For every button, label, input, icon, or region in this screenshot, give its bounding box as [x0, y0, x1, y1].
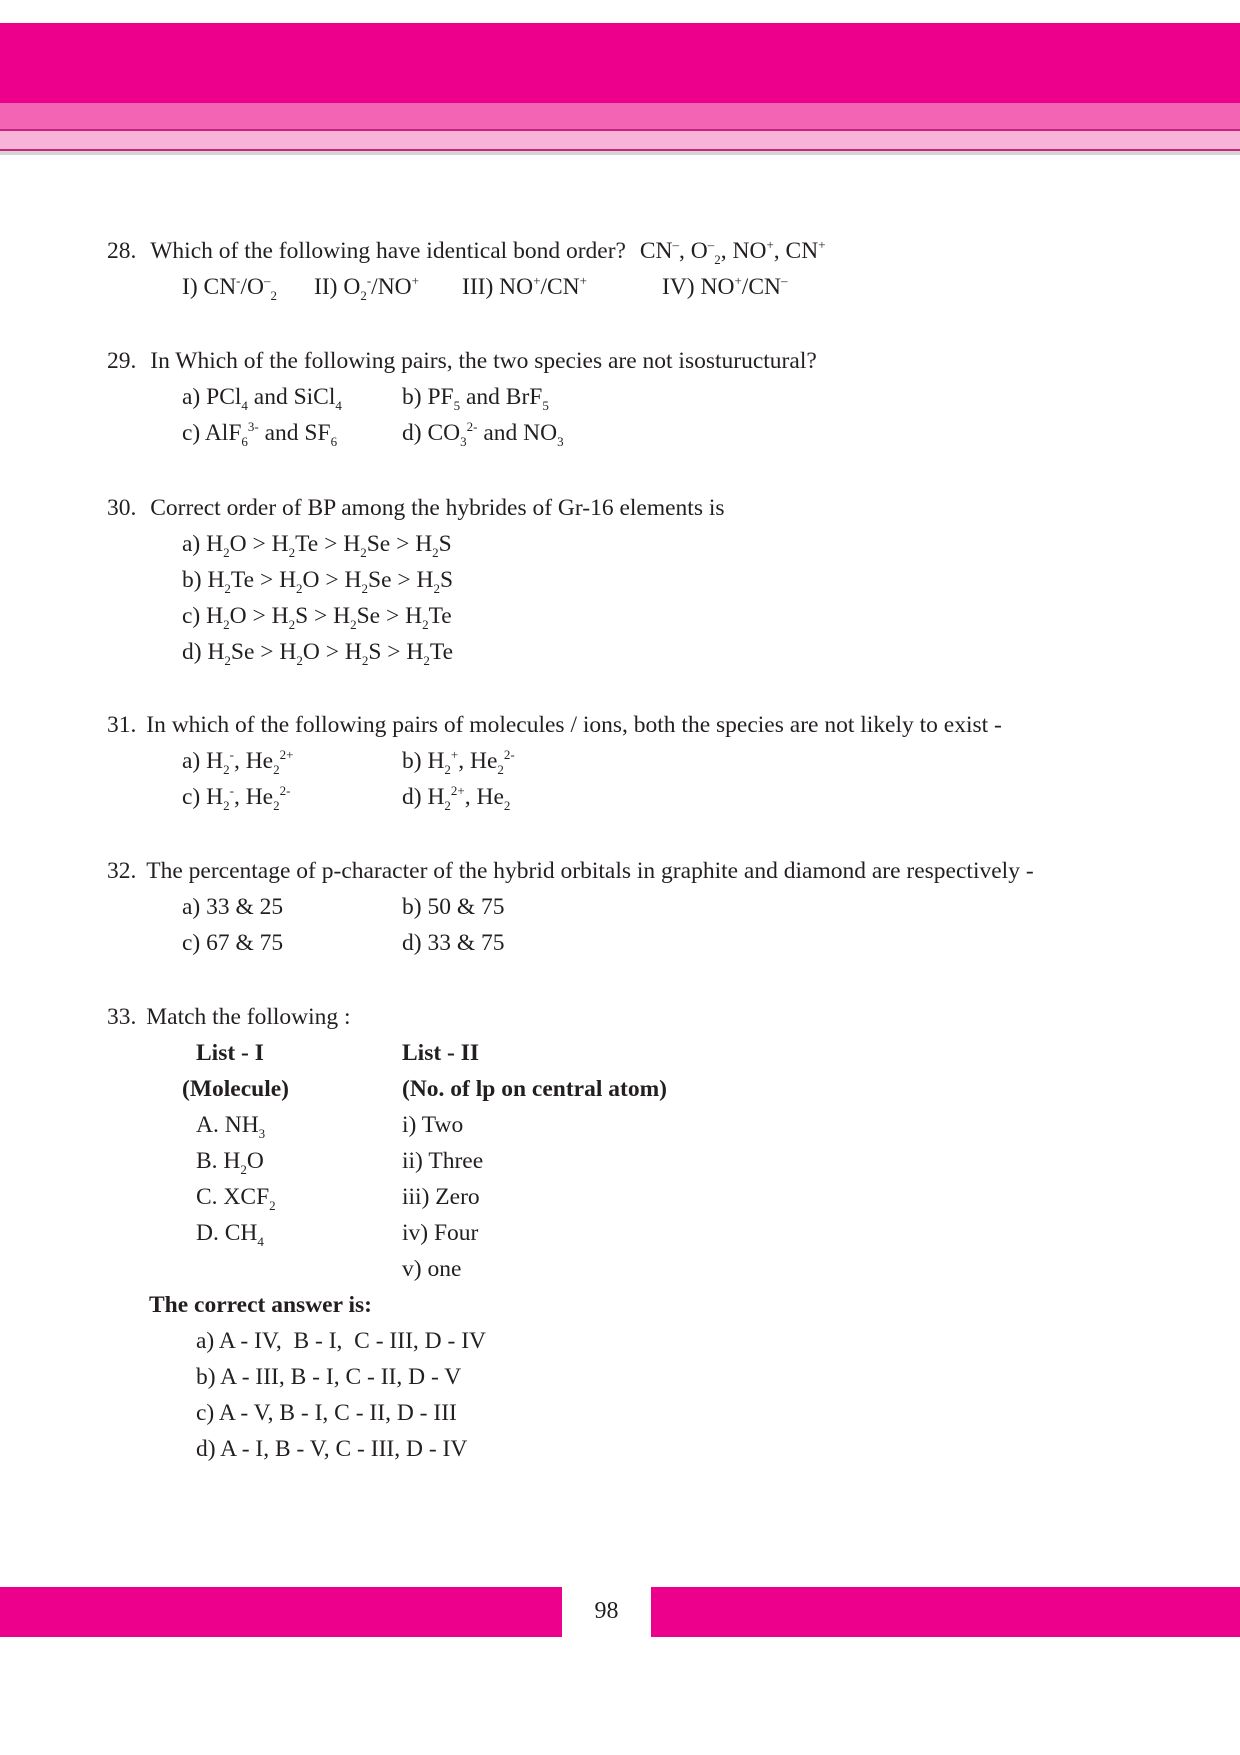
option-iii: III) NO+/CN+ [462, 273, 587, 300]
header-band-secondary [0, 103, 1240, 129]
option-d: d) $H_2^{2+}$, $He_2$ [402, 783, 511, 813]
question-29 [107, 343, 1127, 451]
option-c: c) 67 & 75 [182, 930, 284, 956]
question-number: 32. [107, 858, 137, 884]
question-30 [107, 490, 1127, 670]
option-a: a) $H_2^-$, $He_2^{2+}$ [182, 747, 294, 777]
option-b: b) A - III, B - I, C - II, D - V [196, 1364, 462, 1390]
list2-item-ii: ii) Three [402, 1148, 484, 1174]
option-b: b) $PF_5$ and BrF$_5$ [402, 384, 549, 413]
option-b: b) 50 & 75 [402, 894, 505, 920]
list2-item-v: v) one [402, 1256, 462, 1282]
option-d: d) $CO_3^{2-}$ and $NO_3$ [402, 419, 564, 449]
header-band-light [0, 131, 1240, 149]
question-text: In Which of the following pairs, the two species are not isostuructural? [150, 348, 817, 374]
question-number: 29. [107, 348, 137, 374]
question-text: Correct order of BP among the hybrides of Gr-16 elements is [150, 495, 725, 521]
question-text: The percentage of p-character of the hybrid orbitals in graphite and diamond are respectively - [146, 858, 1034, 884]
question-31 [107, 707, 1127, 815]
option-c: c) AlF$_6^{3-}$ and $SF_6$ [182, 419, 338, 449]
list1-item-d: D. $CH_4$ [196, 1220, 264, 1249]
question-text: In which of the following pairs of molecules / ions, both the species are not likely to exist - [146, 712, 1002, 738]
question-text: Match the following : [146, 1004, 351, 1030]
option-d: d) $H_2Se > H_2O > H_2S > H_2Te$ [182, 639, 454, 668]
option-iv: IV) NO+/CN– [662, 273, 788, 300]
option-d: d) 33 & 75 [402, 930, 505, 956]
footer-band-left [0, 1587, 562, 1637]
answer-label: The correct answer is: [149, 1292, 372, 1318]
option-b: b) $H_2^+$, $He_2^{2-}$ [402, 747, 515, 777]
list1-title: List - I [196, 1040, 264, 1066]
question-species: CN–, $O^-_2$, NO+, CN+ [639, 237, 826, 267]
list2-title: List - II [402, 1040, 480, 1066]
question-number: 33. [107, 1004, 137, 1030]
list2-item-iii: iii) Zero [402, 1184, 480, 1210]
header-rule-gray [0, 151, 1240, 155]
question-32 [107, 853, 1127, 961]
option-c: c) $H_2^-$, $He_2^{2-}$ [182, 783, 291, 813]
list2-item-iv: iv) Four [402, 1220, 479, 1246]
question-text: Which of the following have identical bond order? [150, 238, 626, 264]
option-c: c) A - V, B - I, C - II, D - III [196, 1400, 457, 1426]
page-number: 98 [594, 1598, 619, 1624]
option-ii: II) $O_2^-/NO^+$ [314, 273, 419, 303]
option-a: a) $H_2O > H_2Te > H_2Se > H_2S$ [182, 531, 452, 560]
option-a: a) A - IV, B - I, C - III, D - IV [196, 1328, 486, 1354]
option-a: a) PCl$_4$ and SiCl$_4$ [182, 384, 342, 413]
option-b: b) $H_2Te > H_2O > H_2Se > H_2S$ [182, 567, 454, 596]
option-c: c) $H_2O > H_2S > H_2Se > H_2Te$ [182, 603, 452, 632]
list1-item-b: B. $H_2O$ [196, 1148, 264, 1177]
question-number: 31. [107, 712, 137, 738]
header-band-primary [0, 23, 1240, 103]
question-number: 28. [107, 238, 137, 264]
question-number: 30. [107, 495, 137, 521]
option-d: d) A - I, B - V, C - III, D - IV [196, 1436, 468, 1462]
question-33 [107, 999, 1127, 1467]
list1-subtitle: (Molecule) [182, 1076, 290, 1102]
question-28 [107, 233, 1127, 305]
option-i: I) $CN^-/O^-_2$ [182, 273, 278, 303]
footer-band-right [651, 1587, 1240, 1637]
list2-subtitle: (No. of lp on central atom) [402, 1076, 667, 1102]
list1-item-c: C. $XCF_2$ [196, 1184, 276, 1213]
option-a: a) 33 & 25 [182, 894, 284, 920]
list2-item-i: i) Two [402, 1112, 464, 1138]
list1-item-a: A. $NH_3$ [196, 1112, 266, 1141]
